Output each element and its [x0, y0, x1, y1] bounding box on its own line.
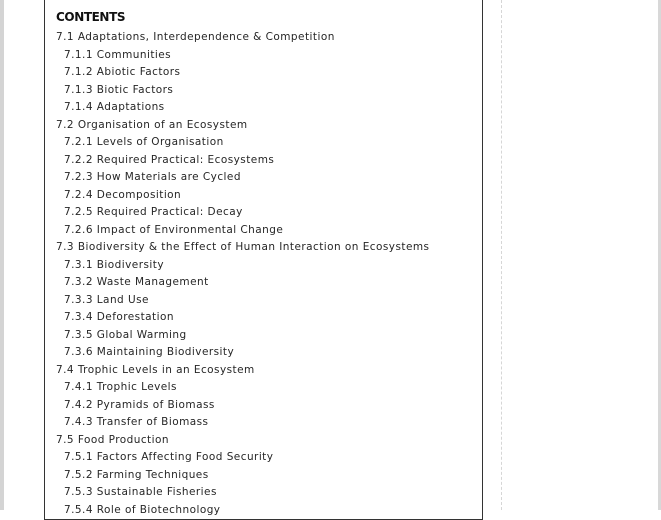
toc-link[interactable]: 7.2.3 How Materials are Cycled: [64, 171, 241, 183]
column-divider: [501, 0, 502, 510]
toc-link[interactable]: 7.3.2 Waste Management: [64, 276, 209, 288]
toc-link[interactable]: 7.1.2 Abiotic Factors: [64, 66, 181, 78]
toc-link[interactable]: 7.2.1 Levels of Organisation: [64, 136, 224, 148]
toc-link[interactable]: 7.4 Trophic Levels in an Ecosystem: [56, 363, 255, 376]
toc-link[interactable]: 7.4.2 Pyramids of Biomass: [64, 398, 215, 411]
toc-link[interactable]: 7.1.3 Biotic Factors: [64, 83, 174, 96]
toc-link[interactable]: 7.2.6 Impact of Environmental Change: [64, 223, 284, 236]
left-window-edge: [0, 0, 4, 510]
toc-link[interactable]: 7.5.4 Role of Biotechnology: [64, 503, 221, 516]
toc-link[interactable]: 7.4.1 Trophic Levels: [64, 381, 177, 393]
toc-link[interactable]: 7.5.3 Sustainable Fisheries: [64, 486, 217, 498]
toc-link[interactable]: 7.5.1 Factors Affecting Food Security: [64, 451, 274, 463]
contents-heading: CONTENTS: [56, 10, 126, 24]
toc-link[interactable]: 7.3.3 Land Use: [64, 293, 149, 306]
toc-link[interactable]: 7.2.2 Required Practical: Ecosystems: [64, 153, 275, 166]
toc-link[interactable]: 7.1.4 Adaptations: [64, 101, 165, 113]
toc-link[interactable]: 7.3.4 Deforestation: [64, 311, 174, 323]
toc-link[interactable]: 7.5 Food Production: [56, 433, 169, 446]
toc-link[interactable]: 7.3.6 Maintaining Biodiversity: [64, 346, 235, 358]
toc-link[interactable]: 7.1.1 Communities: [64, 48, 172, 61]
toc-link[interactable]: 7.2.5 Required Practical: Decay: [64, 206, 243, 218]
toc-link[interactable]: 7.5.2 Farming Techniques: [64, 468, 209, 481]
toc-link[interactable]: 7.2 Organisation of an Ecosystem: [56, 118, 248, 131]
toc-link[interactable]: 7.3.5 Global Warming: [64, 328, 187, 341]
toc-link[interactable]: 7.4.3 Transfer of Biomass: [64, 416, 209, 428]
toc-link[interactable]: 7.3 Biodiversity & the Effect of Human Interaction on Ecosystems: [56, 241, 430, 253]
toc-link[interactable]: 7.1 Adaptations, Interdependence & Competition: [56, 31, 335, 43]
toc-link[interactable]: 7.3.1 Biodiversity: [64, 258, 164, 271]
toc-link[interactable]: 7.2.4 Decomposition: [64, 188, 182, 201]
